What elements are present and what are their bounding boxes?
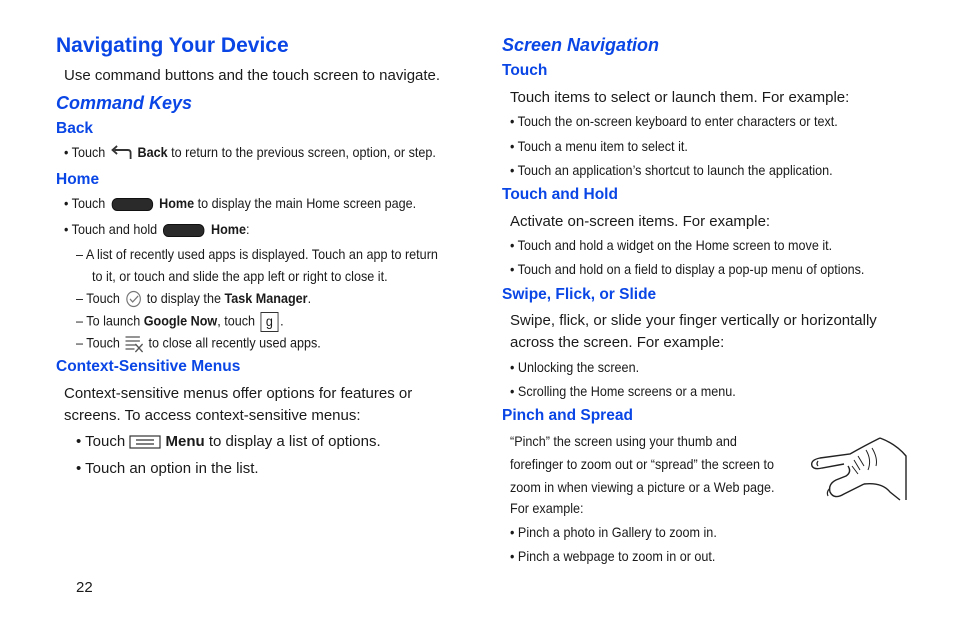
context-text-line1: Context-sensitive menus offer options for features or bbox=[64, 385, 413, 402]
touch-intro: Touch items to select or launch them. For example: bbox=[510, 89, 850, 106]
list-item: • Touch and hold a widget on the Home screen to move it. bbox=[510, 237, 833, 253]
list-item: • Touch an application’s shortcut to launch the application. bbox=[510, 162, 833, 178]
menu-icon bbox=[129, 435, 161, 449]
back-arrow-icon bbox=[109, 144, 134, 162]
back-bullet: • Touch Back to return to the previous screen, option, or step. bbox=[64, 144, 436, 162]
list-item: • Scrolling the Home screens or a menu. bbox=[510, 383, 736, 399]
recent-apps-line2: to it, or touch and slide the app left or right to close it. bbox=[92, 268, 388, 284]
home-bullet-touch: • Touch Home to display the main Home screen page. bbox=[64, 195, 417, 211]
list-item: • Touch a menu item to select it. bbox=[510, 138, 688, 154]
list-item: • Touch and hold on a field to display a pop-up menu of options. bbox=[510, 261, 865, 277]
pinch-heading: Pinch and Spread bbox=[502, 407, 633, 424]
pinch-text-line: zoom in when viewing a picture or a Web page. bbox=[510, 479, 775, 495]
command-keys-heading: Command Keys bbox=[56, 93, 193, 113]
intro-text: Use command buttons and the touch screen to navigate. bbox=[64, 67, 441, 84]
touch-heading: Touch bbox=[502, 62, 548, 79]
home-key-icon bbox=[163, 224, 204, 237]
screen-navigation-heading: Screen Navigation bbox=[502, 35, 660, 55]
task-manager-line: – Touch to display the Task Manager. bbox=[76, 290, 311, 308]
menu-bullet: • Touch Menu to display a list of options. bbox=[76, 433, 381, 450]
swipe-text-line2: across the screen. For example: bbox=[510, 334, 725, 351]
pinch-text-line: “Pinch” the screen using your thumb and bbox=[510, 433, 737, 449]
list-item: • Pinch a webpage to zoom in or out. bbox=[510, 548, 716, 564]
home-bullet-hold: • Touch and hold Home: bbox=[64, 221, 250, 237]
context-text-line2: screens. To access context-sensitive menus: bbox=[64, 407, 361, 424]
pinch-hand-icon bbox=[808, 436, 910, 504]
home-key-icon bbox=[112, 198, 153, 211]
google-now-line: – To launch Google Now, touch g . bbox=[76, 312, 284, 332]
recent-apps-line1: – A list of recently used apps is displayed. Touch an app to return bbox=[76, 246, 438, 262]
page-number: 22 bbox=[76, 579, 93, 596]
task-manager-icon bbox=[123, 290, 143, 308]
home-heading: Home bbox=[56, 171, 100, 188]
close-all-line: – Touch to close all recently used apps. bbox=[76, 334, 321, 354]
touch-and-hold-heading: Touch and Hold bbox=[502, 186, 618, 203]
list-item: • Pinch a photo in Gallery to zoom in. bbox=[510, 524, 717, 540]
back-heading: Back bbox=[56, 120, 94, 137]
list-item: • Touch the on-screen keyboard to enter characters or text. bbox=[510, 113, 838, 129]
touch-option-bullet: • Touch an option in the list. bbox=[76, 460, 259, 477]
pinch-text-line: For example: bbox=[510, 500, 584, 516]
swipe-text-line1: Swipe, flick, or slide your finger vertically or horizontally bbox=[510, 312, 877, 329]
google-icon: g bbox=[260, 312, 278, 332]
close-all-icon bbox=[123, 334, 145, 354]
context-menus-heading: Context-Sensitive Menus bbox=[56, 358, 241, 375]
pinch-text-line: forefinger to zoom out or “spread” the screen to bbox=[510, 456, 775, 472]
hold-intro: Activate on-screen items. For example: bbox=[510, 213, 771, 230]
list-item: • Unlocking the screen. bbox=[510, 359, 640, 375]
swipe-heading: Swipe, Flick, or Slide bbox=[502, 286, 657, 303]
page-title: Navigating Your Device bbox=[56, 34, 289, 57]
